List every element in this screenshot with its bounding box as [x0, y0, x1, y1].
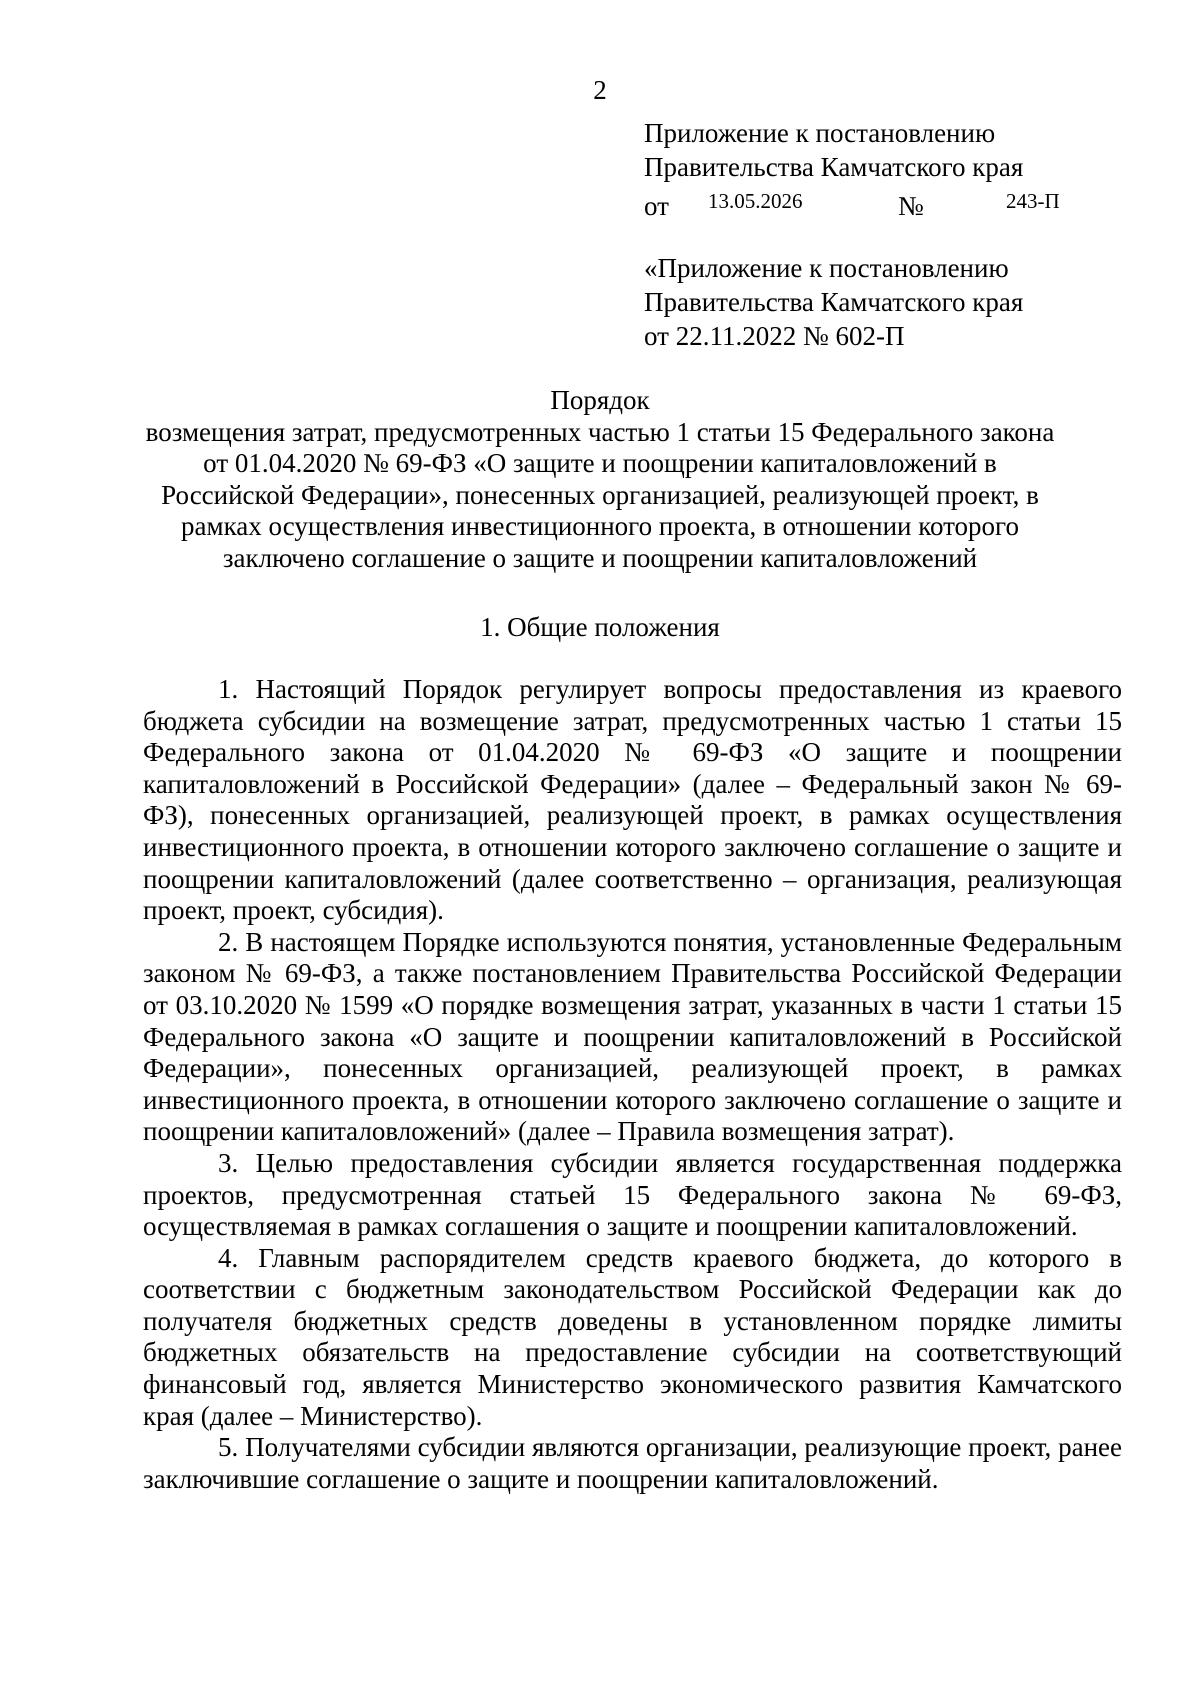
title-heading: Порядок [550, 385, 650, 415]
document-body [143, 674, 1122, 1495]
section-title: 1. Общие положения [480, 612, 720, 642]
appendix-from-label: от [644, 191, 669, 221]
title-line-4: рамках осуществления инвестиционного проекта, в отношении которого [181, 511, 1019, 541]
original-appendix-line-3: от 22.11.2022 № 602-П [644, 321, 905, 351]
page-number: 2 [593, 75, 607, 105]
appendix-line-1: Приложение к постановлению [644, 118, 996, 148]
paragraph-1: 1. Настоящий Порядок регулирует вопросы предоставления из краевого бюджета субсидии на возмещение затрат, предусмотренных частью 1 статьи 15 Федерального закона от 01.04.2020 № 69-ФЗ «О защите и поощрении капиталовложений в Российской Федерации» (далее – Федеральный закон № 69-ФЗ), понесенных организацией, реализующей проект, в рамках осуществления инвестиционного проекта, в отношении которого заключено соглашение о защите и поощрении капиталовложений (далее соответственно – организация, реализующая проект, проект, субсидия). [143, 674, 1122, 926]
paragraph-2: 2. В настоящем Порядке используются понятия, установленные Федеральным законом № 69-ФЗ, а также постановлением Правительства Российской Федерации от 03.10.2020 № 1599 «О порядке возмещения затрат, указанных в части 1 статьи 15 Федерального закона «О защите и поощрении капиталовложений в Российской Федерации», понесенных организацией, реализующей проект, в рамках инвестиционного проекта, в отношении которого заключено соглашение о защите и поощрении капиталовложений» (далее – Правила возмещения затрат). [143, 926, 1122, 1147]
document-title [90, 385, 1110, 574]
appendix-date: 13.05.2026 [708, 189, 803, 213]
title-line-5: заключено соглашение о защите и поощрении капиталовложений [222, 542, 978, 573]
appendix-number: 243-П [1006, 189, 1060, 213]
title-line-3: Российской Федерации», понесенных организацией, реализующей проект, в [161, 479, 1039, 510]
paragraph-3: 3. Целью предоставления субсидии является государственная поддержка проектов, предусмотренная статьей 15 Федерального закона № 69-ФЗ, осуществляемая в рамках соглашения о защите и поощрении капиталовложений. [143, 1147, 1122, 1242]
title-line-1: возмещения затрат, предусмотренных частью 1 статьи 15 Федерального закона [145, 416, 1055, 447]
title-line-2: от 01.04.2020 № 69-ФЗ «О защите и поощрении капиталовложений в [203, 448, 997, 478]
appendix-date-row [644, 185, 1084, 219]
original-appendix-header [644, 252, 1084, 354]
appendix-header [644, 117, 1084, 219]
appendix-line-2: Правительства Камчатского края [644, 152, 1024, 182]
paragraph-5: 5. Получателями субсидии являются организации, реализующие проект, ранее заключившие соглашение о защите и поощрении капиталовложений. [143, 1432, 1122, 1494]
appendix-number-label: № [898, 191, 924, 221]
original-appendix-line-2: Правительства Камчатского края [644, 287, 1024, 317]
paragraph-4: 4. Главным распорядителем средств краевого бюджета, до которого в соответствии с бюджетным законодательством Российской Федерации как до получателя бюджетных средств доведены в установленном порядке лимиты бюджетных обязательств на предоставление субсидии на соответствующий финансовый год, является Министерство экономического развития Камчатского края (далее – Министерство). [143, 1242, 1122, 1431]
original-appendix-line-1: «Приложение к постановлению [644, 253, 1009, 283]
